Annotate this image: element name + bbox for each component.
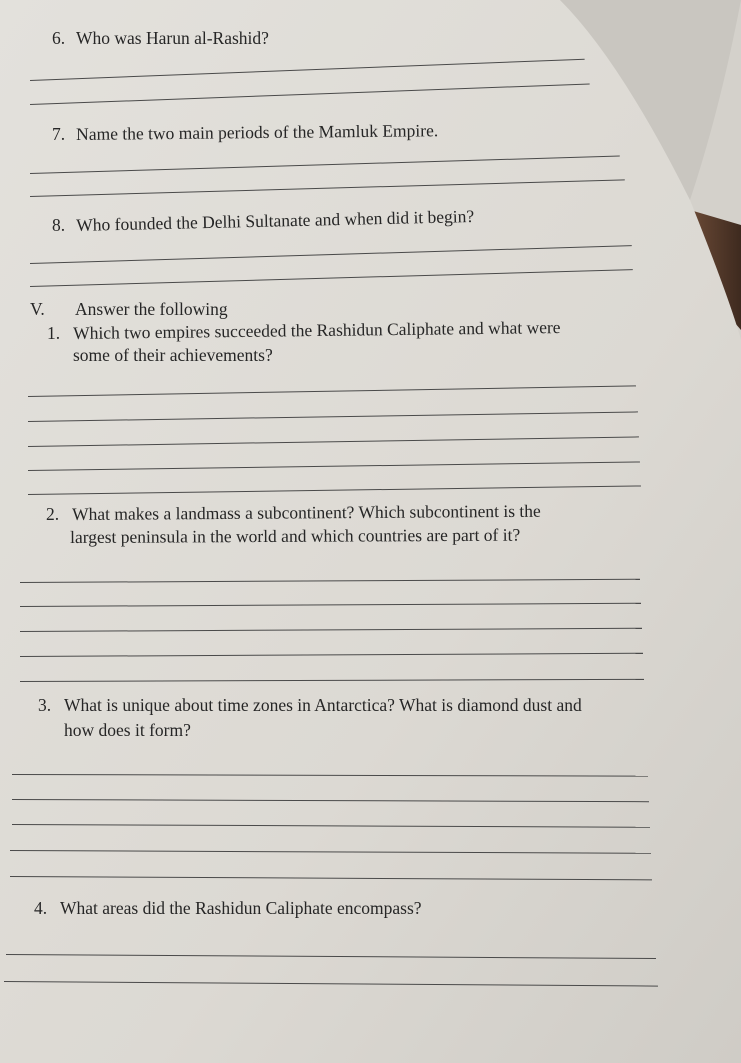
section-v-title: Answer the following — [75, 299, 228, 319]
answer-line[interactable] — [12, 799, 649, 802]
answer-line[interactable] — [10, 850, 651, 854]
answer-line[interactable] — [30, 269, 633, 287]
answer-line[interactable] — [28, 461, 640, 471]
question-v1-number: 1. — [47, 323, 61, 343]
question-v1-line1: Which two empires succeeded the Rashidun Caliphate and what were — [73, 317, 561, 343]
question-6-number: 6. — [52, 28, 66, 48]
answer-line[interactable] — [6, 954, 656, 959]
answer-line[interactable] — [4, 981, 658, 987]
answer-line[interactable] — [10, 876, 652, 880]
answer-line[interactable] — [28, 411, 638, 422]
question-7-text: Name the two main periods of the Mamluk Empire. — [76, 120, 439, 144]
question-7-number: 7. — [52, 124, 66, 144]
answer-line[interactable] — [30, 245, 632, 264]
question-v4-text: What areas did the Rashidun Caliphate encompass? — [60, 898, 422, 918]
answer-line[interactable] — [30, 155, 620, 174]
question-v3-line2: how does it form? — [64, 720, 191, 740]
question-8-text: Who founded the Delhi Sultanate and when did it begin? — [76, 205, 475, 235]
answer-line[interactable] — [20, 628, 642, 632]
section-v-numeral: V. — [30, 299, 45, 319]
question-v3-number: 3. — [38, 695, 52, 715]
answer-line[interactable] — [12, 824, 650, 828]
answer-line[interactable] — [30, 83, 590, 105]
answer-line[interactable] — [20, 653, 643, 657]
question-v3-line1: What is unique about time zones in Antarctica? What is diamond dust and — [64, 695, 582, 715]
question-6-text: Who was Harun al-Rashid? — [76, 28, 269, 48]
answer-line[interactable] — [30, 179, 625, 197]
answer-line[interactable] — [20, 603, 641, 607]
answer-line[interactable] — [12, 774, 648, 777]
answer-line[interactable] — [20, 579, 640, 583]
answer-line[interactable] — [28, 485, 641, 495]
question-v2-line1: What makes a landmass a subcontinent? Which subcontinent is the — [72, 500, 541, 524]
answer-line[interactable] — [28, 436, 639, 447]
answer-line[interactable] — [30, 59, 585, 81]
question-v2-number: 2. — [46, 504, 60, 524]
answer-line[interactable] — [28, 385, 636, 397]
question-v4-number: 4. — [34, 898, 48, 918]
question-v1-line2: some of their achievements? — [73, 345, 273, 365]
question-v2-line2: largest peninsula in the world and which countries are part of it? — [70, 524, 521, 547]
answer-line[interactable] — [20, 679, 644, 682]
question-8-number: 8. — [52, 215, 66, 235]
